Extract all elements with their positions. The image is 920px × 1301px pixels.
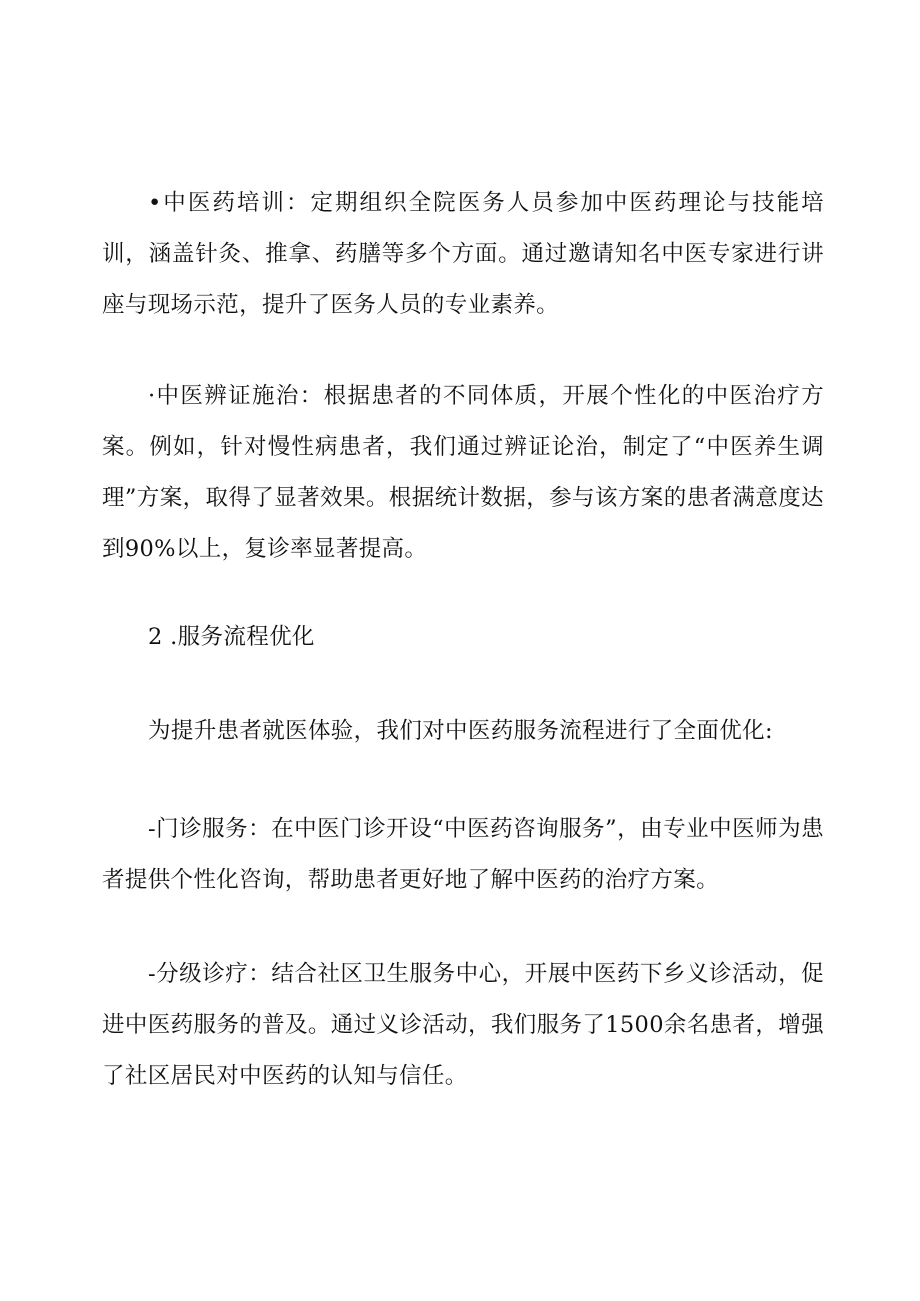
paragraph-outpatient-service: -门诊服务：在中医门诊开设“中医药咨询服务”，由专业中医师为患者提供个性化咨询，帮助患者更好地了解中医药的治疗方案。 <box>102 816 824 893</box>
section-heading-service-process: 2 .服务流程优化 <box>148 624 315 650</box>
paragraph-process-intro: 为提升患者就医体验，我们对中医药服务流程进行了全面优化: <box>148 718 773 744</box>
paragraph-tcm-syndrome-treatment: ·中医辨证施治：根据患者的不同体质，开展个性化的中医治疗方案。例如，针对慢性病患者，我们通过辨证论治，制定了“中医养生调理”方案，取得了显著效果。根据统计数据，参与该方案的患者满意度达到90%以上，复诊率显著提高。 <box>102 383 824 562</box>
paragraph-tiered-diagnosis: -分级诊疗：结合社区卫生服务中心，开展中医药下乡义诊活动，促进中医药服务的普及。通过义诊活动，我们服务了1500余名患者，增强了社区居民对中医药的认知与信任。 <box>102 961 824 1089</box>
paragraph-tcm-training: •中医药培训：定期组织全院医务人员参加中医药理论与技能培训，涵盖针灸、推拿、药膳等多个方面。通过邀请知名中医专家进行讲座与现场示范，提升了医务人员的专业素养。 <box>102 190 824 318</box>
